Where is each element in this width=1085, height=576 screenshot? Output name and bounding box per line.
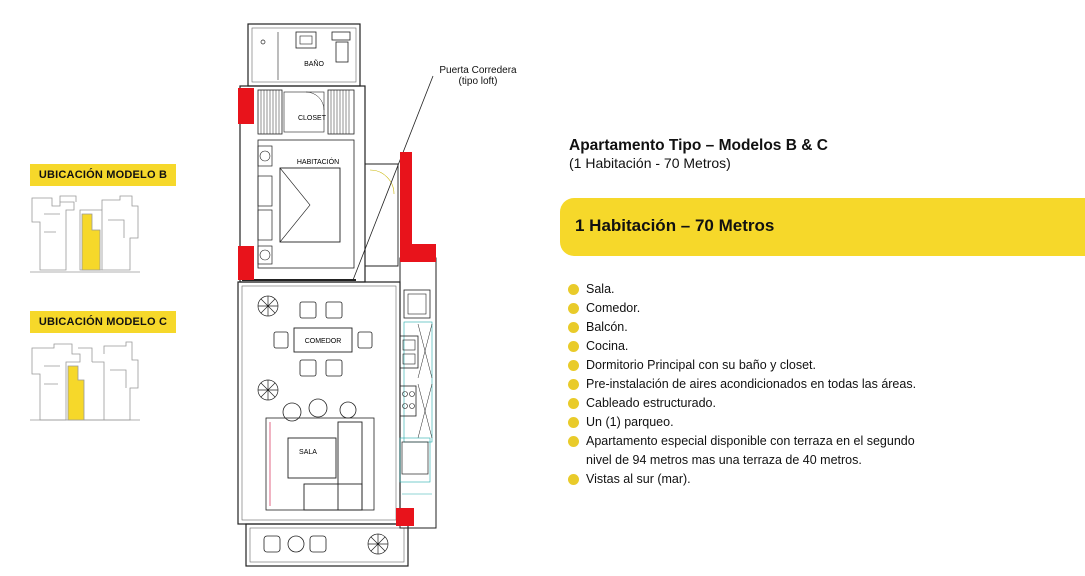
location-label-model-c-text: UBICACIÓN MODELO C [38, 316, 168, 328]
room-label-comedor: COMEDOR [304, 338, 342, 345]
list-item: Sala. [567, 280, 916, 299]
sliding-door-annotation-line2: (tipo loft) [458, 76, 498, 87]
bullet-icon [568, 284, 579, 295]
list-item: Comedor. [567, 299, 916, 318]
bullet-icon [568, 360, 579, 371]
room-label-closet: CLOSET [297, 115, 327, 122]
bullet-icon [568, 398, 579, 409]
list-item: Apartamento especial disponible con terraza en el segundo [567, 432, 916, 451]
room-label-bano: BAÑO [304, 61, 324, 68]
list-item: Un (1) parqueo. [567, 413, 916, 432]
list-item: Vistas al sur (mar). [567, 470, 916, 489]
list-item: Cocina. [567, 337, 916, 356]
bullet-icon [568, 436, 579, 447]
room-label-sala: SALA [299, 449, 317, 456]
bullet-icon [568, 417, 579, 428]
room-label-habitacion: HABITACIÓN [296, 159, 340, 166]
location-map-model-c [30, 340, 140, 422]
list-item: Pre-instalación de aires acondicionados en todas las áreas. [567, 375, 916, 394]
list-item: Dormitorio Principal con su baño y closet. [567, 356, 916, 375]
bullet-icon [568, 379, 579, 390]
highlight-band-text: 1 Habitación – 70 Metros [575, 216, 775, 235]
bullet-icon [568, 474, 579, 485]
list-item: Balcón. [567, 318, 916, 337]
location-label-model-b-text: UBICACIÓN MODELO B [38, 169, 168, 181]
location-label-model-c [30, 311, 176, 333]
page-subtitle: (1 Habitación - 70 Metros) [569, 155, 731, 171]
bullet-icon [568, 322, 579, 333]
sliding-door-annotation [418, 65, 538, 87]
amenities-list [567, 280, 916, 489]
page-title: Apartamento Tipo – Modelos B & C [569, 137, 828, 154]
list-item: Cableado estructurado. [567, 394, 916, 413]
bullet-icon [568, 341, 579, 352]
floor-plan [228, 18, 443, 570]
sliding-door-annotation-line1: Puerta Corredera [439, 65, 517, 76]
bullet-icon [568, 303, 579, 314]
list-item-continuation: nivel de 94 metros mas una terraza de 40 metros. [586, 453, 862, 467]
location-map-model-b [30, 192, 140, 274]
highlight-band [560, 198, 1085, 256]
location-label-model-b [30, 164, 176, 186]
